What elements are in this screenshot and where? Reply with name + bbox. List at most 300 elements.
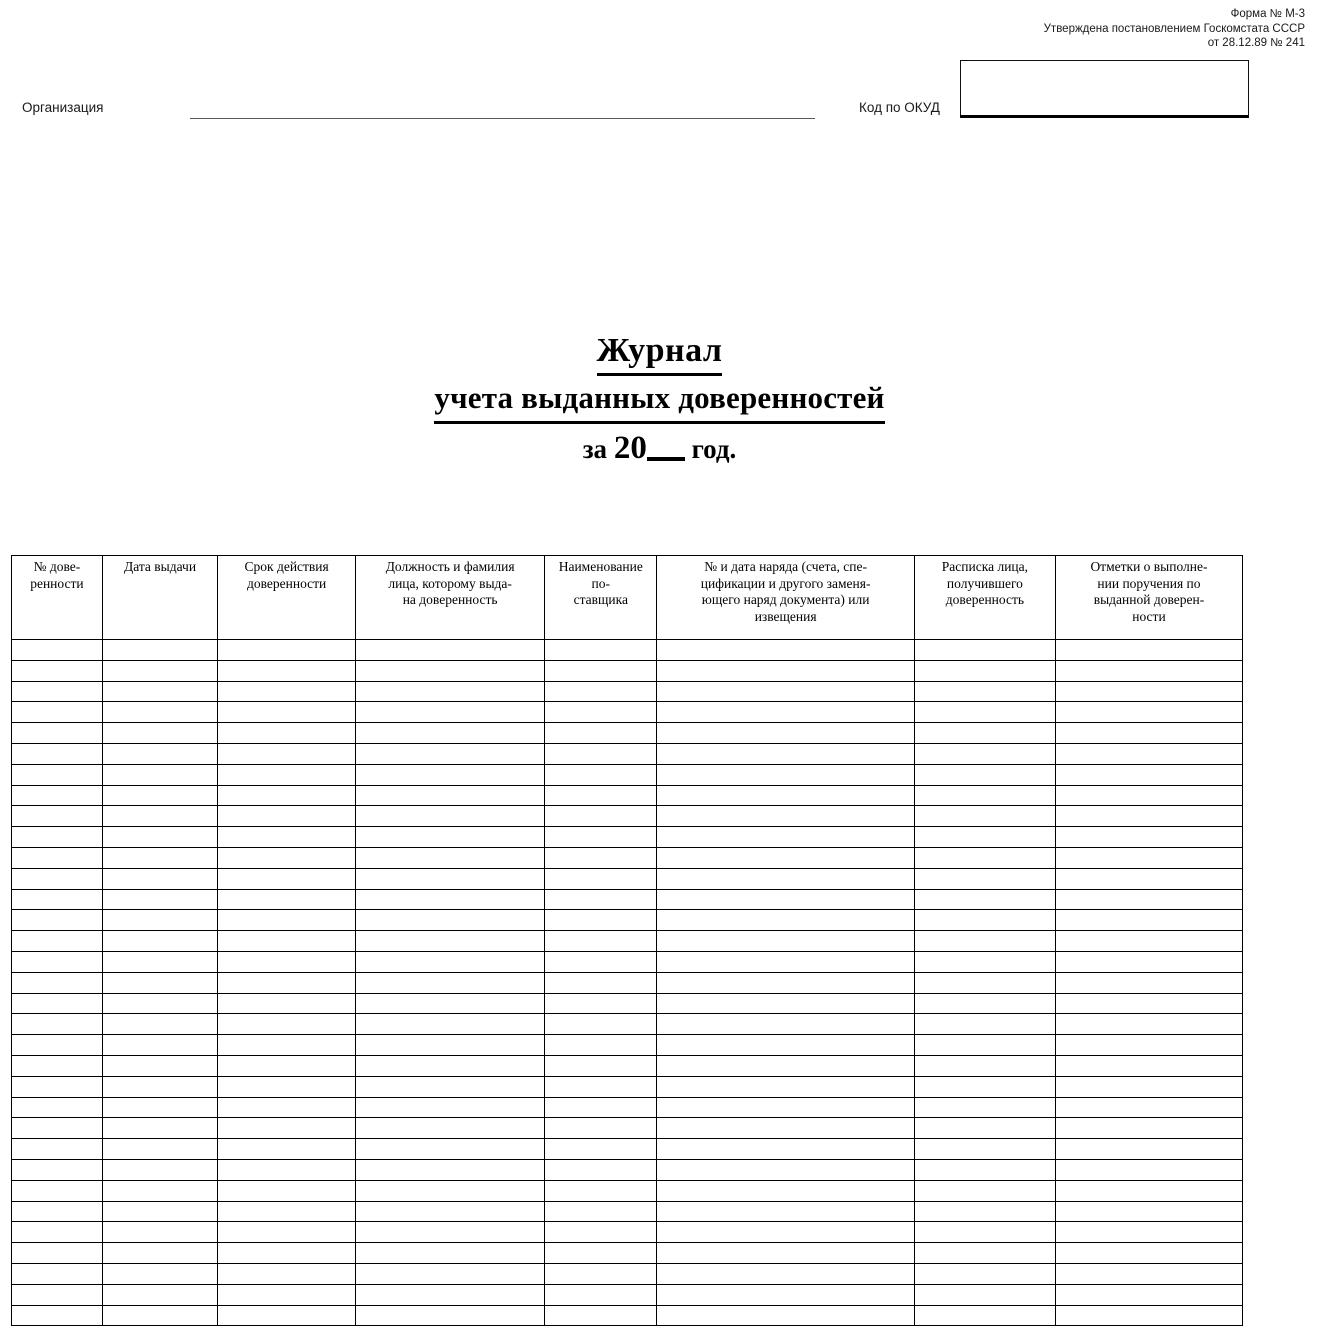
register-table-body bbox=[12, 640, 1243, 1326]
register-cell[interactable] bbox=[545, 1055, 657, 1076]
register-cell[interactable] bbox=[657, 1305, 915, 1326]
register-cell[interactable] bbox=[102, 1180, 217, 1201]
register-cell[interactable] bbox=[12, 1139, 103, 1160]
table-row bbox=[12, 827, 1243, 848]
register-cell[interactable] bbox=[914, 827, 1055, 848]
register-table bbox=[11, 555, 1243, 1326]
register-cell[interactable] bbox=[914, 1055, 1055, 1076]
register-cell[interactable] bbox=[356, 1055, 545, 1076]
register-cell[interactable] bbox=[914, 1076, 1055, 1097]
register-cell[interactable] bbox=[657, 910, 915, 931]
register-cell[interactable] bbox=[1055, 847, 1242, 868]
table-row bbox=[12, 1305, 1243, 1326]
register-cell[interactable] bbox=[218, 1222, 356, 1243]
register-cell[interactable] bbox=[545, 743, 657, 764]
register-cell[interactable] bbox=[545, 785, 657, 806]
register-cell[interactable] bbox=[356, 1118, 545, 1139]
register-cell[interactable] bbox=[657, 1118, 915, 1139]
register-cell[interactable] bbox=[356, 1263, 545, 1284]
form-reference-line-2: Утверждена постановлением Госкомстата СССР bbox=[1043, 22, 1305, 35]
register-cell[interactable] bbox=[914, 1305, 1055, 1326]
register-cell[interactable] bbox=[1055, 1076, 1242, 1097]
register-table-container bbox=[11, 555, 1243, 1326]
register-cell[interactable] bbox=[218, 1159, 356, 1180]
register-cell[interactable] bbox=[1055, 931, 1242, 952]
register-cell[interactable] bbox=[1055, 702, 1242, 723]
register-cell[interactable] bbox=[218, 1201, 356, 1222]
register-cell[interactable] bbox=[102, 1159, 217, 1180]
register-cell[interactable] bbox=[914, 1222, 1055, 1243]
register-cell[interactable] bbox=[914, 702, 1055, 723]
register-cell[interactable] bbox=[356, 1097, 545, 1118]
register-cell[interactable] bbox=[102, 1055, 217, 1076]
register-cell[interactable] bbox=[102, 702, 217, 723]
register-cell[interactable] bbox=[545, 951, 657, 972]
organization-row bbox=[0, 98, 1319, 124]
table-row bbox=[12, 1097, 1243, 1118]
register-cell[interactable] bbox=[12, 827, 103, 848]
register-cell[interactable] bbox=[657, 993, 915, 1014]
register-cell[interactable] bbox=[102, 993, 217, 1014]
register-column-header-5 bbox=[545, 556, 657, 640]
register-cell[interactable] bbox=[545, 993, 657, 1014]
register-cell[interactable] bbox=[102, 681, 217, 702]
register-cell[interactable] bbox=[914, 1118, 1055, 1139]
title-year-suffix: год. bbox=[691, 434, 737, 464]
register-cell[interactable] bbox=[1055, 785, 1242, 806]
register-cell[interactable] bbox=[12, 993, 103, 1014]
register-cell[interactable] bbox=[12, 1201, 103, 1222]
register-cell[interactable] bbox=[12, 847, 103, 868]
register-cell[interactable] bbox=[12, 1097, 103, 1118]
register-cell[interactable] bbox=[102, 1118, 217, 1139]
register-cell[interactable] bbox=[657, 972, 915, 993]
register-cell[interactable] bbox=[218, 681, 356, 702]
register-cell[interactable] bbox=[356, 993, 545, 1014]
register-cell[interactable] bbox=[12, 1284, 103, 1305]
register-cell[interactable] bbox=[914, 1035, 1055, 1056]
register-cell[interactable] bbox=[12, 681, 103, 702]
register-cell[interactable] bbox=[102, 868, 217, 889]
register-cell[interactable] bbox=[218, 1035, 356, 1056]
table-row bbox=[12, 889, 1243, 910]
register-cell[interactable] bbox=[545, 723, 657, 744]
register-cell[interactable] bbox=[657, 1014, 915, 1035]
register-cell[interactable] bbox=[1055, 1035, 1242, 1056]
register-cell[interactable] bbox=[356, 951, 545, 972]
register-cell[interactable] bbox=[218, 743, 356, 764]
register-cell[interactable] bbox=[12, 743, 103, 764]
register-cell[interactable] bbox=[12, 1243, 103, 1264]
register-cell[interactable] bbox=[356, 785, 545, 806]
register-cell[interactable] bbox=[218, 868, 356, 889]
register-cell[interactable] bbox=[914, 1180, 1055, 1201]
register-cell[interactable] bbox=[12, 640, 103, 661]
register-cell[interactable] bbox=[102, 723, 217, 744]
register-cell[interactable] bbox=[102, 806, 217, 827]
register-cell[interactable] bbox=[12, 764, 103, 785]
register-cell[interactable] bbox=[1055, 1159, 1242, 1180]
register-header-row bbox=[12, 556, 1243, 640]
register-cell[interactable] bbox=[218, 889, 356, 910]
register-cell[interactable] bbox=[1055, 972, 1242, 993]
register-cell[interactable] bbox=[545, 1284, 657, 1305]
register-cell[interactable] bbox=[1055, 743, 1242, 764]
register-cell[interactable] bbox=[545, 889, 657, 910]
register-cell[interactable] bbox=[657, 806, 915, 827]
table-row bbox=[12, 1243, 1243, 1264]
okud-label: Код по ОКУД bbox=[859, 100, 940, 115]
register-cell[interactable] bbox=[12, 660, 103, 681]
register-cell[interactable] bbox=[356, 868, 545, 889]
register-cell[interactable] bbox=[12, 1180, 103, 1201]
register-cell[interactable] bbox=[102, 1222, 217, 1243]
register-cell[interactable] bbox=[356, 702, 545, 723]
register-cell[interactable] bbox=[1055, 1097, 1242, 1118]
register-cell[interactable] bbox=[657, 1284, 915, 1305]
register-cell[interactable] bbox=[102, 1035, 217, 1056]
register-cell[interactable] bbox=[218, 806, 356, 827]
register-cell[interactable] bbox=[102, 972, 217, 993]
register-cell[interactable] bbox=[102, 1076, 217, 1097]
register-cell[interactable] bbox=[356, 827, 545, 848]
register-cell[interactable] bbox=[1055, 723, 1242, 744]
register-cell[interactable] bbox=[657, 1055, 915, 1076]
table-row bbox=[12, 1222, 1243, 1243]
register-cell[interactable] bbox=[657, 640, 915, 661]
register-cell[interactable] bbox=[914, 1201, 1055, 1222]
table-row bbox=[12, 868, 1243, 889]
table-row bbox=[12, 1180, 1243, 1201]
register-cell[interactable] bbox=[356, 660, 545, 681]
register-cell[interactable] bbox=[218, 1076, 356, 1097]
register-cell[interactable] bbox=[914, 806, 1055, 827]
register-cell[interactable] bbox=[657, 847, 915, 868]
register-cell[interactable] bbox=[914, 847, 1055, 868]
register-cell[interactable] bbox=[218, 1118, 356, 1139]
register-cell[interactable] bbox=[12, 1159, 103, 1180]
register-column-header-text: Дата выдачи bbox=[123, 559, 197, 574]
register-cell[interactable] bbox=[1055, 1243, 1242, 1264]
register-cell[interactable] bbox=[102, 1139, 217, 1160]
register-cell[interactable] bbox=[914, 931, 1055, 952]
register-cell[interactable] bbox=[914, 1159, 1055, 1180]
register-cell[interactable] bbox=[657, 764, 915, 785]
form-reference-line-3: от 28.12.89 № 241 bbox=[1207, 37, 1305, 49]
register-cell[interactable] bbox=[657, 1139, 915, 1160]
register-cell[interactable] bbox=[545, 1222, 657, 1243]
page-title bbox=[0, 330, 1319, 471]
register-cell[interactable] bbox=[657, 660, 915, 681]
register-cell[interactable] bbox=[1055, 1118, 1242, 1139]
form-reference-line-1: Форма № М-3 bbox=[1230, 8, 1305, 20]
register-cell[interactable] bbox=[657, 1076, 915, 1097]
register-cell[interactable] bbox=[102, 847, 217, 868]
register-cell[interactable] bbox=[102, 785, 217, 806]
register-cell[interactable] bbox=[356, 640, 545, 661]
register-cell[interactable] bbox=[12, 1014, 103, 1035]
register-cell[interactable] bbox=[12, 702, 103, 723]
table-row bbox=[12, 1139, 1243, 1160]
register-cell[interactable] bbox=[914, 868, 1055, 889]
register-cell[interactable] bbox=[218, 660, 356, 681]
organization-input-line[interactable] bbox=[190, 118, 815, 119]
register-cell[interactable] bbox=[545, 1076, 657, 1097]
organization-label: Организация bbox=[22, 100, 104, 115]
register-cell[interactable] bbox=[657, 868, 915, 889]
register-cell[interactable] bbox=[102, 951, 217, 972]
register-cell[interactable] bbox=[218, 1305, 356, 1326]
register-cell[interactable] bbox=[545, 1243, 657, 1264]
register-cell[interactable] bbox=[1055, 1284, 1242, 1305]
register-cell[interactable] bbox=[1055, 764, 1242, 785]
register-cell[interactable] bbox=[218, 1014, 356, 1035]
register-cell[interactable] bbox=[1055, 868, 1242, 889]
register-cell[interactable] bbox=[12, 1035, 103, 1056]
register-cell[interactable] bbox=[657, 681, 915, 702]
register-cell[interactable] bbox=[545, 1014, 657, 1035]
register-cell[interactable] bbox=[914, 743, 1055, 764]
register-cell[interactable] bbox=[12, 868, 103, 889]
register-cell[interactable] bbox=[218, 910, 356, 931]
register-cell[interactable] bbox=[12, 972, 103, 993]
register-cell[interactable] bbox=[218, 847, 356, 868]
register-cell[interactable] bbox=[545, 681, 657, 702]
register-cell[interactable] bbox=[545, 910, 657, 931]
register-cell[interactable] bbox=[545, 868, 657, 889]
register-cell[interactable] bbox=[12, 1118, 103, 1139]
register-cell[interactable] bbox=[657, 702, 915, 723]
register-cell[interactable] bbox=[356, 1035, 545, 1056]
register-cell[interactable] bbox=[12, 1222, 103, 1243]
register-cell[interactable] bbox=[102, 910, 217, 931]
register-cell[interactable] bbox=[657, 889, 915, 910]
register-cell[interactable] bbox=[356, 1305, 545, 1326]
register-cell[interactable] bbox=[218, 1097, 356, 1118]
register-cell[interactable] bbox=[1055, 681, 1242, 702]
register-cell[interactable] bbox=[102, 1201, 217, 1222]
register-cell[interactable] bbox=[1055, 1014, 1242, 1035]
register-cell[interactable] bbox=[356, 1222, 545, 1243]
register-cell[interactable] bbox=[102, 1243, 217, 1264]
register-cell[interactable] bbox=[914, 1243, 1055, 1264]
register-cell[interactable] bbox=[1055, 951, 1242, 972]
register-cell[interactable] bbox=[12, 931, 103, 952]
register-cell[interactable] bbox=[657, 785, 915, 806]
register-cell[interactable] bbox=[1055, 660, 1242, 681]
register-cell[interactable] bbox=[12, 951, 103, 972]
register-cell[interactable] bbox=[356, 889, 545, 910]
register-cell[interactable] bbox=[914, 1097, 1055, 1118]
register-cell[interactable] bbox=[545, 660, 657, 681]
register-cell[interactable] bbox=[218, 1263, 356, 1284]
register-cell[interactable] bbox=[545, 827, 657, 848]
register-cell[interactable] bbox=[914, 1139, 1055, 1160]
register-cell[interactable] bbox=[218, 931, 356, 952]
register-cell[interactable] bbox=[356, 806, 545, 827]
table-row bbox=[12, 1159, 1243, 1180]
register-cell[interactable] bbox=[102, 1284, 217, 1305]
register-cell[interactable] bbox=[356, 1284, 545, 1305]
register-cell[interactable] bbox=[102, 1097, 217, 1118]
register-cell[interactable] bbox=[1055, 1201, 1242, 1222]
register-cell[interactable] bbox=[1055, 1222, 1242, 1243]
register-cell[interactable] bbox=[657, 743, 915, 764]
register-cell[interactable] bbox=[914, 1284, 1055, 1305]
register-cell[interactable] bbox=[218, 1180, 356, 1201]
okud-code-box[interactable] bbox=[960, 60, 1249, 118]
register-cell[interactable] bbox=[356, 1243, 545, 1264]
register-cell[interactable] bbox=[356, 910, 545, 931]
register-cell[interactable] bbox=[1055, 889, 1242, 910]
register-cell[interactable] bbox=[657, 1243, 915, 1264]
register-cell[interactable] bbox=[545, 1180, 657, 1201]
register-cell[interactable] bbox=[657, 1263, 915, 1284]
register-cell[interactable] bbox=[657, 1201, 915, 1222]
register-cell[interactable] bbox=[545, 1097, 657, 1118]
register-cell[interactable] bbox=[545, 1035, 657, 1056]
register-cell[interactable] bbox=[12, 723, 103, 744]
register-cell[interactable] bbox=[218, 1139, 356, 1160]
register-cell[interactable] bbox=[657, 1035, 915, 1056]
register-cell[interactable] bbox=[914, 889, 1055, 910]
register-cell[interactable] bbox=[657, 827, 915, 848]
register-cell[interactable] bbox=[356, 743, 545, 764]
register-cell[interactable] bbox=[914, 1263, 1055, 1284]
register-cell[interactable] bbox=[356, 1076, 545, 1097]
register-cell[interactable] bbox=[356, 1139, 545, 1160]
register-cell[interactable] bbox=[914, 910, 1055, 931]
register-cell[interactable] bbox=[914, 993, 1055, 1014]
register-cell[interactable] bbox=[1055, 910, 1242, 931]
register-cell[interactable] bbox=[102, 1263, 217, 1284]
register-cell[interactable] bbox=[914, 951, 1055, 972]
register-cell[interactable] bbox=[914, 640, 1055, 661]
register-cell[interactable] bbox=[545, 1118, 657, 1139]
register-cell[interactable] bbox=[218, 951, 356, 972]
register-column-header-text: № и дата наряда (счета, спе- цификации и другого заменя- ющего наряд документа) или извещения bbox=[700, 559, 871, 624]
register-cell[interactable] bbox=[545, 847, 657, 868]
register-column-header-text: Наименование по- ставщика bbox=[558, 559, 643, 607]
register-cell[interactable] bbox=[102, 640, 217, 661]
register-cell[interactable] bbox=[218, 764, 356, 785]
register-cell[interactable] bbox=[218, 993, 356, 1014]
register-cell[interactable] bbox=[1055, 640, 1242, 661]
register-cell[interactable] bbox=[12, 785, 103, 806]
register-cell[interactable] bbox=[1055, 1180, 1242, 1201]
register-cell[interactable] bbox=[545, 806, 657, 827]
register-cell[interactable] bbox=[218, 1284, 356, 1305]
register-cell[interactable] bbox=[356, 847, 545, 868]
register-column-header-text: Срок действия доверенности bbox=[244, 559, 329, 591]
register-cell[interactable] bbox=[914, 1014, 1055, 1035]
register-cell[interactable] bbox=[657, 1222, 915, 1243]
register-cell[interactable] bbox=[356, 931, 545, 952]
register-cell[interactable] bbox=[356, 1014, 545, 1035]
register-cell[interactable] bbox=[657, 1180, 915, 1201]
register-cell[interactable] bbox=[102, 660, 217, 681]
register-cell[interactable] bbox=[356, 681, 545, 702]
register-cell[interactable] bbox=[914, 660, 1055, 681]
register-cell[interactable] bbox=[218, 1243, 356, 1264]
register-cell[interactable] bbox=[657, 1097, 915, 1118]
register-cell[interactable] bbox=[914, 681, 1055, 702]
register-cell[interactable] bbox=[218, 972, 356, 993]
register-cell[interactable] bbox=[545, 1263, 657, 1284]
register-cell[interactable] bbox=[1055, 1139, 1242, 1160]
register-cell[interactable] bbox=[102, 764, 217, 785]
register-cell[interactable] bbox=[545, 640, 657, 661]
register-cell[interactable] bbox=[218, 640, 356, 661]
table-row bbox=[12, 743, 1243, 764]
table-row bbox=[12, 1076, 1243, 1097]
register-cell[interactable] bbox=[1055, 1263, 1242, 1284]
register-cell[interactable] bbox=[102, 1305, 217, 1326]
register-cell[interactable] bbox=[1055, 1305, 1242, 1326]
register-cell[interactable] bbox=[1055, 806, 1242, 827]
table-row bbox=[12, 1055, 1243, 1076]
register-cell[interactable] bbox=[356, 1180, 545, 1201]
register-cell[interactable] bbox=[1055, 1055, 1242, 1076]
register-cell[interactable] bbox=[12, 889, 103, 910]
register-cell[interactable] bbox=[102, 931, 217, 952]
register-cell[interactable] bbox=[12, 1055, 103, 1076]
register-cell[interactable] bbox=[218, 723, 356, 744]
register-cell[interactable] bbox=[12, 1076, 103, 1097]
register-cell[interactable] bbox=[218, 1055, 356, 1076]
register-cell[interactable] bbox=[545, 764, 657, 785]
register-cell[interactable] bbox=[914, 785, 1055, 806]
register-cell[interactable] bbox=[1055, 993, 1242, 1014]
table-row bbox=[12, 993, 1243, 1014]
register-cell[interactable] bbox=[218, 827, 356, 848]
register-cell[interactable] bbox=[102, 743, 217, 764]
register-cell[interactable] bbox=[657, 723, 915, 744]
register-cell[interactable] bbox=[356, 1201, 545, 1222]
register-cell[interactable] bbox=[657, 1159, 915, 1180]
register-cell[interactable] bbox=[102, 1014, 217, 1035]
register-cell[interactable] bbox=[218, 785, 356, 806]
register-cell[interactable] bbox=[12, 1263, 103, 1284]
register-cell[interactable] bbox=[102, 889, 217, 910]
register-cell[interactable] bbox=[12, 806, 103, 827]
register-cell[interactable] bbox=[545, 931, 657, 952]
register-column-header-3 bbox=[218, 556, 356, 640]
register-cell[interactable] bbox=[545, 1201, 657, 1222]
register-cell[interactable] bbox=[657, 931, 915, 952]
title-year-blank[interactable] bbox=[647, 457, 685, 461]
register-cell[interactable] bbox=[12, 910, 103, 931]
register-cell[interactable] bbox=[1055, 827, 1242, 848]
register-cell[interactable] bbox=[545, 1159, 657, 1180]
register-cell[interactable] bbox=[356, 972, 545, 993]
register-cell[interactable] bbox=[356, 723, 545, 744]
register-cell[interactable] bbox=[545, 1139, 657, 1160]
register-cell[interactable] bbox=[914, 723, 1055, 744]
register-cell[interactable] bbox=[914, 764, 1055, 785]
register-cell[interactable] bbox=[356, 764, 545, 785]
register-cell[interactable] bbox=[545, 972, 657, 993]
register-cell[interactable] bbox=[657, 951, 915, 972]
register-cell[interactable] bbox=[545, 1305, 657, 1326]
register-cell[interactable] bbox=[914, 972, 1055, 993]
register-cell[interactable] bbox=[218, 702, 356, 723]
register-cell[interactable] bbox=[545, 702, 657, 723]
register-cell[interactable] bbox=[356, 1159, 545, 1180]
table-row bbox=[12, 702, 1243, 723]
register-cell[interactable] bbox=[102, 827, 217, 848]
register-cell[interactable] bbox=[12, 1305, 103, 1326]
